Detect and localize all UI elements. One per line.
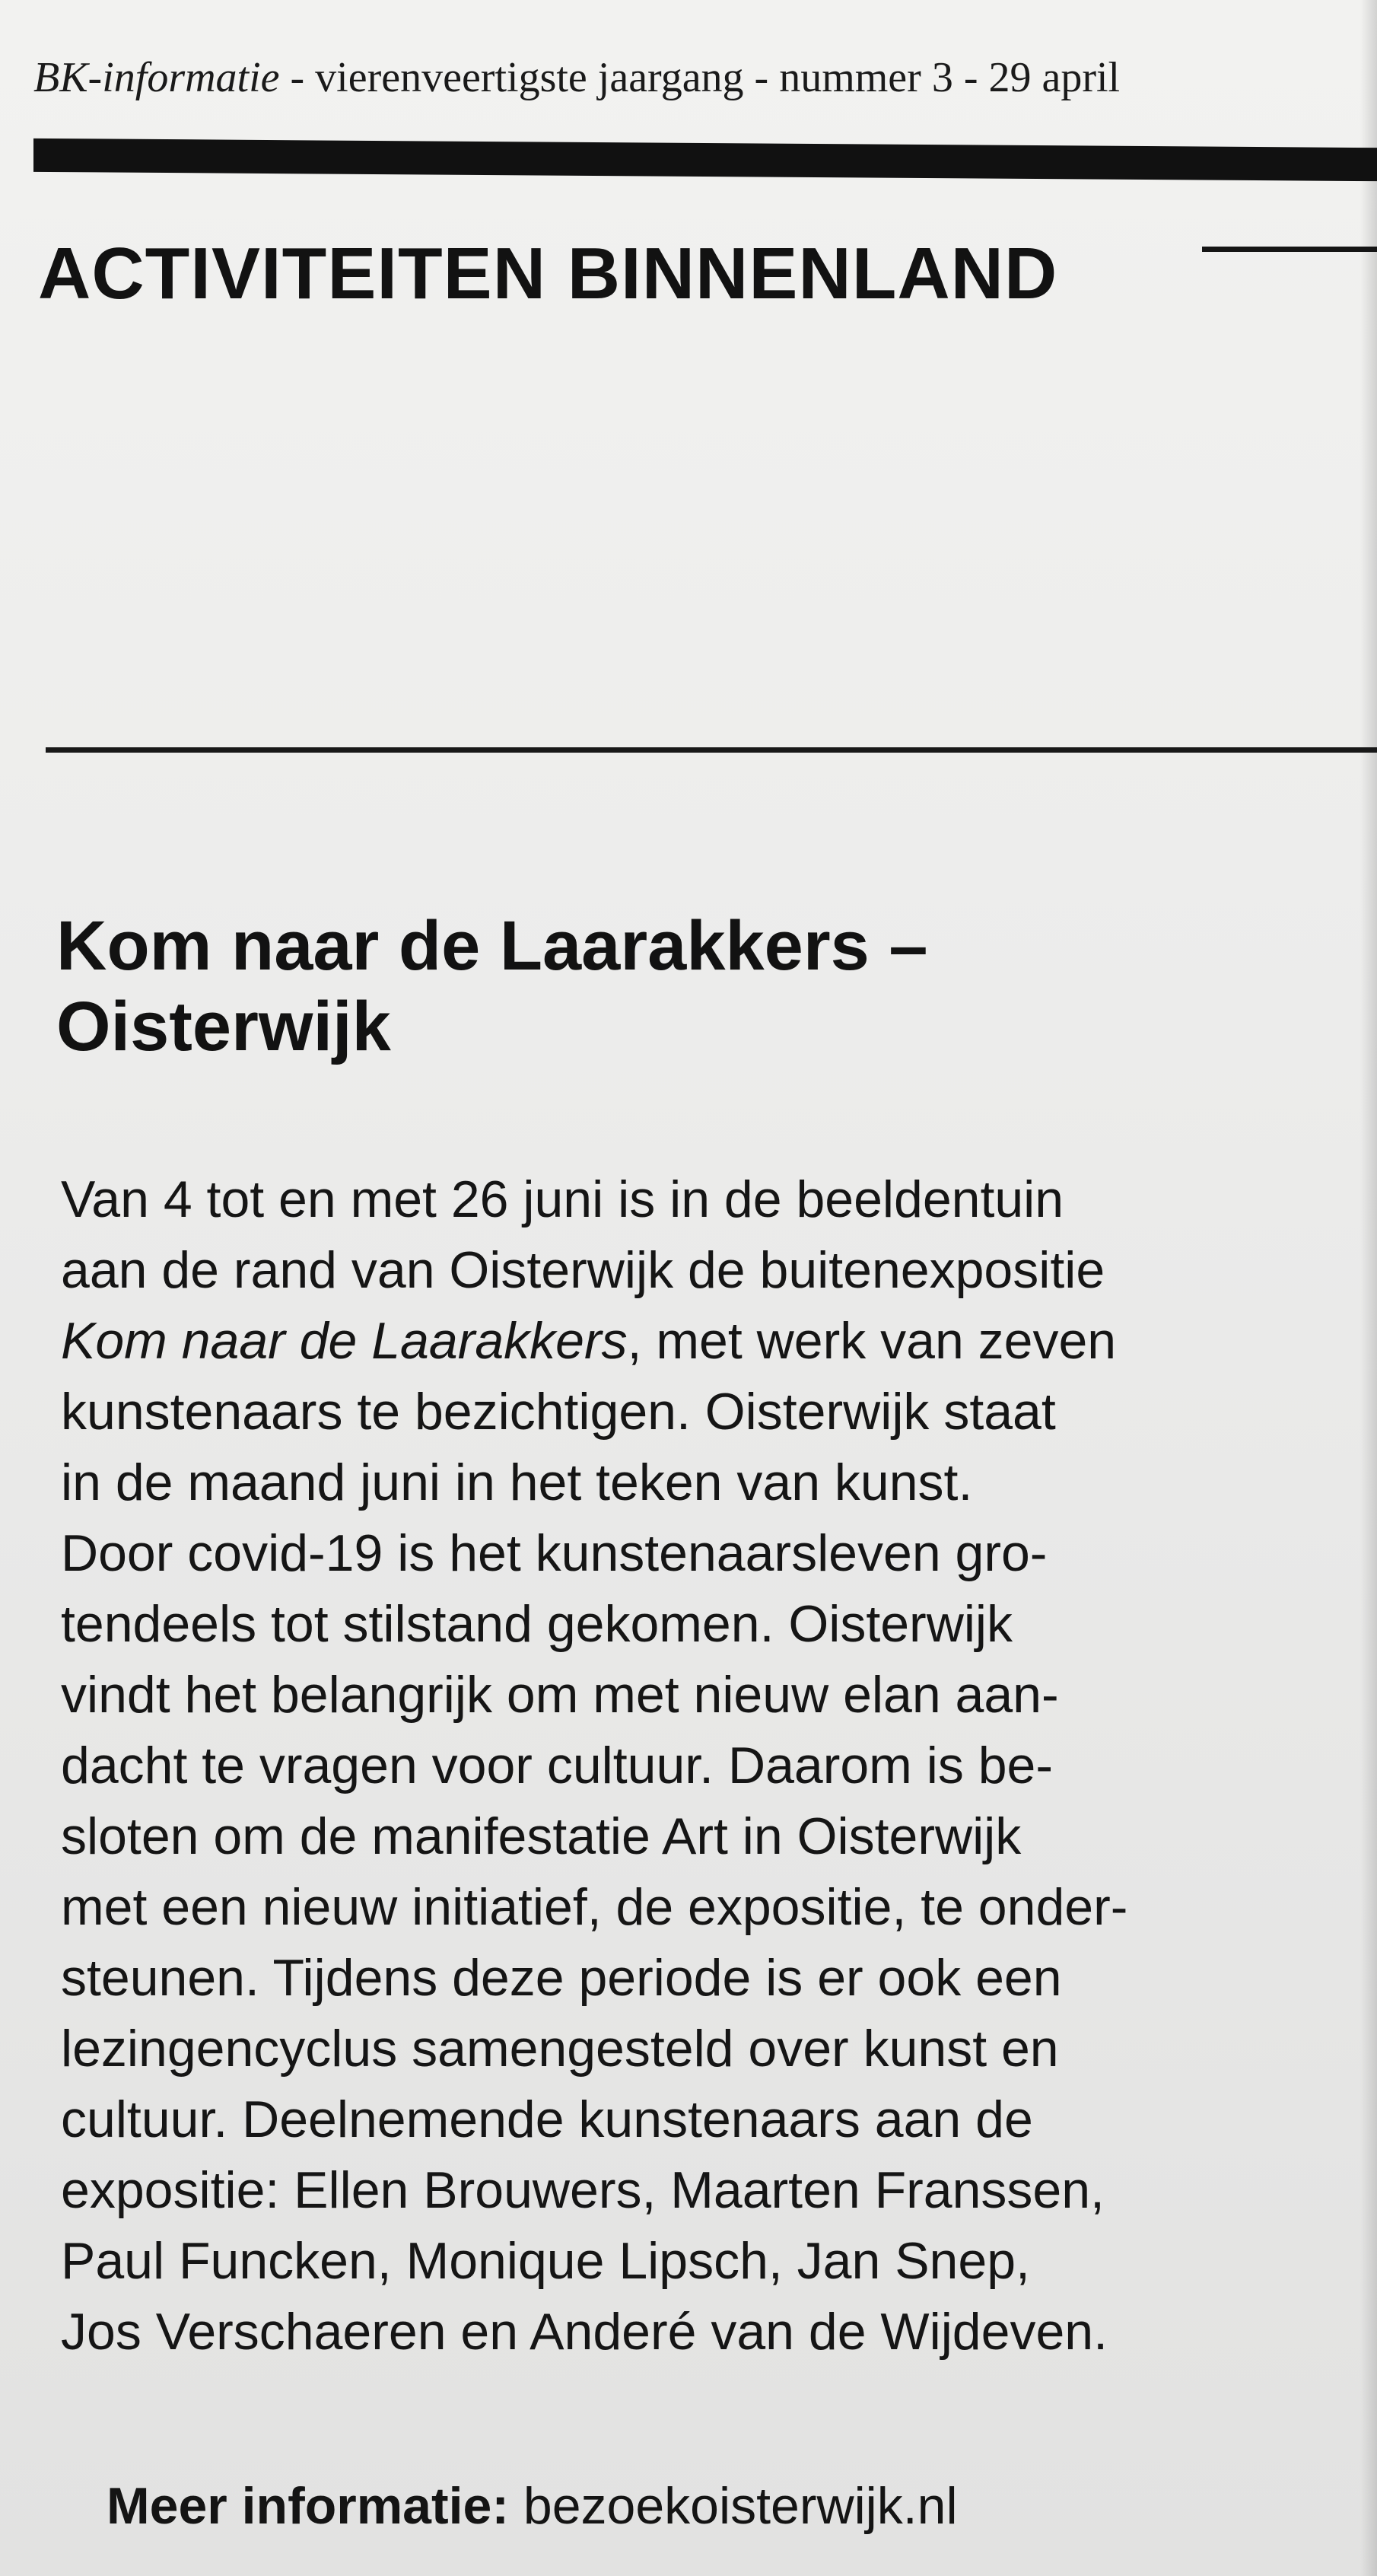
article-title: [56, 906, 1350, 1067]
body-line: aan de rand van Oisterwijk de buitenexpositie: [61, 1241, 1105, 1299]
body-line: [61, 1306, 1347, 1377]
body-line: dacht te vragen voor cultuur. Daarom is be-: [61, 1737, 1053, 1794]
body-line: lezingencyclus samengesteld over kunst en: [61, 2020, 1059, 2078]
body-line: in de maand juni in het teken van kunst.: [61, 1454, 973, 1511]
page-edge-shadow: [1360, 0, 1377, 2576]
masthead-rule: [33, 139, 1377, 181]
body-line: Van 4 tot en met 26 juni is in de beeldentuin: [61, 1170, 1064, 1228]
body-line: Door covid-19 is het kunstenaarsleven gro-: [61, 1524, 1048, 1582]
section-divider: [46, 747, 1377, 753]
body-line: Paul Funcken, Monique Lipsch, Jan Snep,: [61, 2232, 1030, 2290]
more-info-label: Meer informatie:: [107, 2477, 509, 2535]
section-title-rule: [1202, 247, 1377, 252]
more-info-url: bezoekoisterwijk.nl: [523, 2477, 958, 2535]
body-line: cultuur. Deelnemende kunstenaars aan de: [61, 2090, 1033, 2148]
masthead: [33, 47, 1357, 108]
body-text: , met werk van zeven: [627, 1312, 1117, 1370]
body-line: expositie: Ellen Brouwers, Maarten Franssen,: [61, 2161, 1105, 2219]
body-line: met een nieuw initiatief, de expositie, te onder-: [61, 1878, 1128, 1936]
more-info: [107, 2472, 958, 2540]
body-line: tendeels tot stilstand gekomen. Oisterwijk: [61, 1595, 1013, 1653]
publication-name: BK-informatie: [33, 54, 280, 101]
body-line: sloten om de manifestatie Art in Oisterwijk: [61, 1807, 1022, 1865]
body-line: Jos Verschaeren en Anderé van de Wijdeven.: [61, 2303, 1108, 2361]
article-title-line: Oisterwijk: [56, 988, 391, 1065]
exhibition-title: Kom naar de Laarakkers: [61, 1312, 628, 1370]
article-body: [61, 1164, 1347, 2367]
body-line: kunstenaars te bezichtigen. Oisterwijk staat: [61, 1383, 1056, 1441]
issue-info: - vierenveertigste jaargang - nummer 3 - 29 april: [279, 54, 1121, 101]
body-line: steunen. Tijdens deze periode is er ook een: [61, 1949, 1062, 2007]
body-line: vindt het belangrijk om met nieuw elan aan-: [61, 1666, 1059, 1724]
article-title-line: Kom naar de Laarakkers –: [56, 907, 928, 985]
section-title: ACTIVITEITEN BINNENLAND: [38, 233, 1058, 314]
